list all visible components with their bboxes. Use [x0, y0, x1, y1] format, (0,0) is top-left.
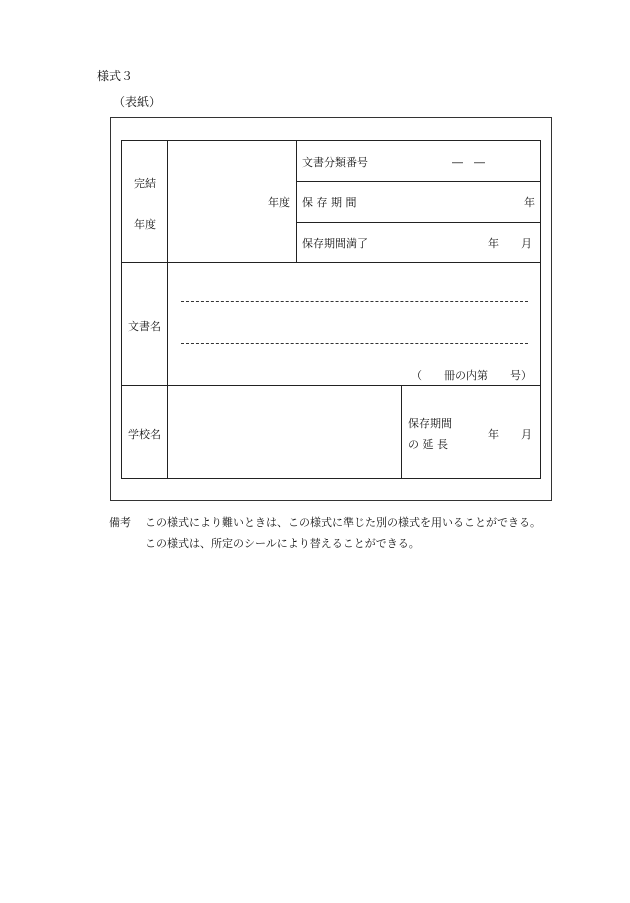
retention-period-label: 保 存 期 間 [302, 196, 357, 209]
form-number: 様式３ [97, 69, 134, 83]
school-name-label: 学校名 [128, 428, 161, 441]
cover-frame [110, 117, 552, 501]
retention-expiry-label: 保存期間満了 [302, 237, 368, 250]
remarks-line-1: この様式により難いときは、この様式に準じた別の様式を用いることができる。 [145, 516, 541, 529]
document-name-label: 文書名 [128, 320, 161, 333]
extension-label-line2: の 延 長 [408, 438, 448, 451]
document-name-line-2 [181, 343, 528, 344]
remarks-label: 備考 [109, 516, 131, 529]
completion-year-label-line1: 完結 [134, 177, 156, 190]
retention-period-unit: 年 [524, 196, 535, 209]
remarks-line-2: この様式は、所定のシールにより替えることができる。 [145, 537, 420, 550]
extension-label-line1: 保存期間 [408, 417, 452, 430]
document-name-line-1 [181, 301, 528, 302]
extension-units: 年 月 [488, 428, 532, 441]
classification-number-dashes: ― ― [452, 156, 485, 169]
form-subtitle: （表紙） [113, 95, 162, 109]
classification-number-label: 文書分類番号 [302, 156, 368, 169]
retention-expiry-units: 年 月 [488, 237, 532, 250]
fiscal-year-unit: 年度 [268, 196, 290, 209]
volume-note: （ 冊の内第 号） [411, 369, 532, 382]
completion-year-label-line2: 年度 [134, 218, 156, 231]
